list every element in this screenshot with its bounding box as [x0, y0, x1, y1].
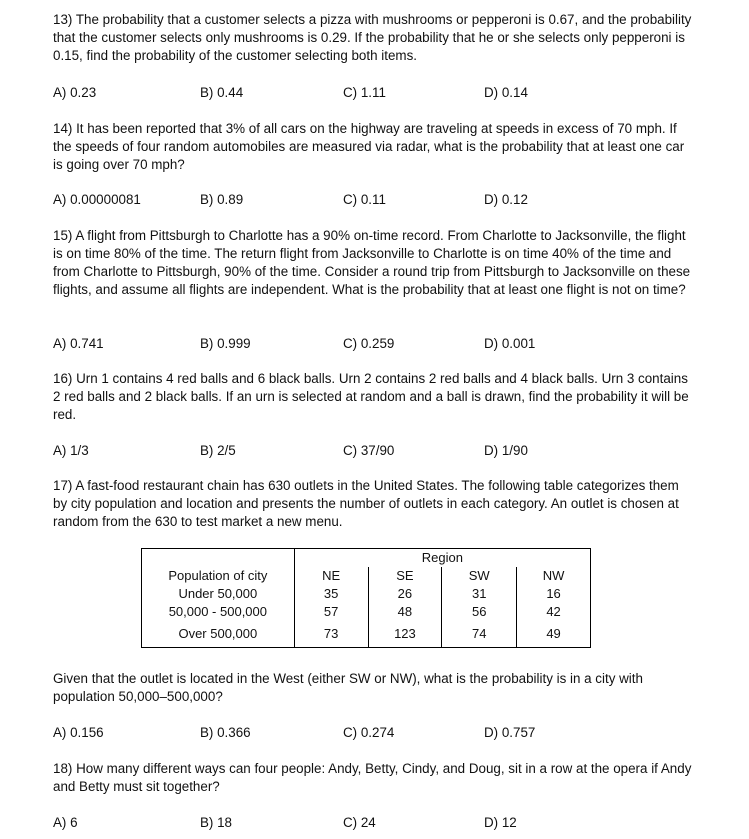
question-17-text: 17) A fast-food restaurant chain has 630 outlets in the United States. The following table categorizes them by city population and location and presents the number of outlets in each category. An outlet is chosen at random from the 630 to test market a new menu.: [53, 478, 679, 529]
option-b: B) 0.999: [200, 336, 251, 351]
table-cell: 42: [517, 603, 591, 621]
table-cell: 31: [442, 585, 517, 603]
table-row: [142, 585, 591, 603]
table-cell: 49: [517, 621, 591, 648]
table-cell: 26: [368, 585, 442, 603]
question-13-text: 13) The probability that a customer selects a pizza with mushrooms or pepperoni is 0.67, and the probability that the customer selects only mushrooms is 0.29. If the probability that he or she selects only pepperoni is 0.15, find the probability of the customer selecting both items.: [53, 12, 692, 63]
table-cell: 123: [368, 621, 442, 648]
row-label: Under 50,000: [142, 585, 295, 603]
table-cell: 74: [442, 621, 517, 648]
option-a: A) 0.741: [53, 336, 104, 351]
option-d: D) 12: [484, 815, 517, 830]
outlet-region-table: [141, 548, 591, 648]
question-14-text: 14) It has been reported that 3% of all cars on the highway are traveling at speeds in excess of 70 mph. If the speeds of four random automobiles are measured via radar, what is the probability that at least one car is going over 70 mph?: [53, 121, 685, 172]
question-15-options: [53, 335, 733, 353]
column-header-ne: NE: [294, 567, 368, 585]
option-b: B) 0.366: [200, 725, 251, 740]
table-header-row: [142, 549, 591, 568]
option-b: B) 18: [200, 815, 233, 830]
row-header-cell: Population of city: [142, 567, 295, 585]
option-b: B) 0.44: [200, 85, 244, 100]
question-17-options: [53, 724, 733, 742]
option-c: C) 24: [343, 815, 376, 830]
question-18-text: 18) How many different ways can four people: Andy, Betty, Cindy, and Doug, sit in a row at the opera if Andy and Betty must sit together?: [53, 761, 692, 794]
column-header-se: SE: [368, 567, 442, 585]
option-b: B) 0.89: [200, 192, 244, 207]
table-column-row: [142, 567, 591, 585]
option-a: A) 0.23: [53, 85, 97, 100]
table-cell: 16: [517, 585, 591, 603]
option-d: D) 0.001: [484, 336, 536, 351]
table-cell: 56: [442, 603, 517, 621]
table-cell: 57: [294, 603, 368, 621]
row-label: Over 500,000: [142, 621, 295, 648]
question-15-text: 15) A flight from Pittsburgh to Charlotte has a 90% on-time record. From Charlotte to Jacksonville, the flight is on time 80% of the time. The return flight from Jacksonville to Charlotte is on time 40% of the time and from Charlotte to Pittsburgh, 90% of the time. Consider a round trip from Pittsburgh to Jacksonville on these flights, and assume all flights are independent. What is the probability that at least one flight is not on time?: [53, 228, 691, 297]
option-d: D) 0.12: [484, 192, 528, 207]
option-a: A) 1/3: [53, 443, 89, 458]
option-c: C) 37/90: [343, 443, 395, 458]
question-17-followup: Given that the outlet is located in the West (either SW or NW), what is the probability is in a city with population 50,000–500,000?: [53, 671, 643, 704]
option-c: C) 0.11: [343, 192, 386, 207]
option-d: D) 1/90: [484, 443, 528, 458]
table-cell: 48: [368, 603, 442, 621]
option-c: C) 1.11: [343, 85, 386, 100]
option-a: A) 0.156: [53, 725, 104, 740]
question-16-text: 16) Urn 1 contains 4 red balls and 6 black balls. Urn 2 contains 2 red balls and 4 black balls. Urn 3 contains 2 red balls and 2 black balls. If an urn is selected at random and a ball is drawn, find the probability it will be red.: [53, 371, 689, 422]
question-13-options: [53, 84, 733, 102]
option-c: C) 0.274: [343, 725, 395, 740]
table-cell: 35: [294, 585, 368, 603]
question-16-options: [53, 442, 733, 460]
option-b: B) 2/5: [200, 443, 236, 458]
region-header: Region: [294, 549, 590, 568]
option-d: D) 0.757: [484, 725, 536, 740]
column-header-sw: SW: [442, 567, 517, 585]
table-cell: 73: [294, 621, 368, 648]
option-a: A) 0.00000081: [53, 192, 141, 207]
option-a: A) 6: [53, 815, 78, 830]
option-d: D) 0.14: [484, 85, 528, 100]
option-c: C) 0.259: [343, 336, 395, 351]
column-header-nw: NW: [517, 567, 591, 585]
question-18-options: [53, 814, 733, 832]
table-row: [142, 621, 591, 648]
row-label: 50,000 - 500,000: [142, 603, 295, 621]
table-row: [142, 603, 591, 621]
table-corner-cell: [142, 549, 295, 568]
question-14-options: [53, 191, 733, 209]
